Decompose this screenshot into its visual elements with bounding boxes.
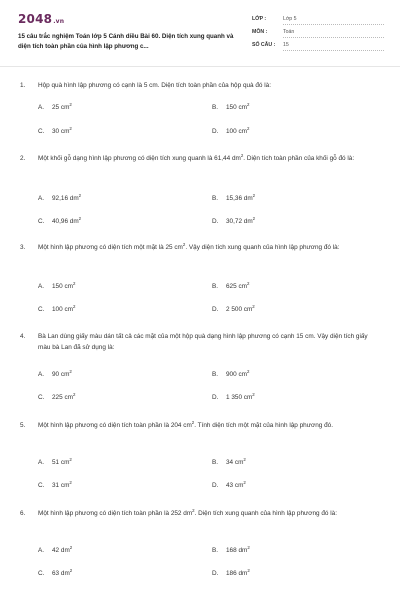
option-letter: A. bbox=[38, 459, 45, 466]
question-text: Một khối gỗ dạng hình lập phương có diện tích xung quanh là 61,44 $dm^2$. Diện tích toàn phần của khối gỗ đó là: bbox=[38, 153, 355, 162]
option-letter: B. bbox=[212, 371, 219, 378]
option-value: 30 cm bbox=[52, 128, 70, 135]
question-number: 2. bbox=[20, 155, 26, 162]
option-exponent: 2 bbox=[69, 480, 72, 485]
option-exponent: 2 bbox=[252, 193, 256, 198]
meta-count bbox=[252, 40, 384, 53]
option-exponent: 2 bbox=[69, 126, 72, 131]
option-value: 625 cm bbox=[226, 283, 247, 290]
option-a[interactable] bbox=[38, 195, 81, 202]
option-exponent: 2 bbox=[69, 369, 72, 374]
option-value: 2 500 cm bbox=[226, 306, 253, 313]
option-value: 225 cm bbox=[52, 394, 73, 401]
option-value: 168 dm bbox=[226, 547, 248, 554]
option-exponent: 2 bbox=[246, 126, 250, 131]
option-d[interactable] bbox=[212, 394, 255, 401]
question-text: Một hình lập phương có diện tích toàn phần là 252 $dm^2$. Diện tích xung quanh của hình lập phương đó là: bbox=[38, 508, 338, 517]
option-value: 34 cm bbox=[226, 459, 244, 466]
option-exponent: 2 bbox=[69, 545, 73, 550]
option-value: 30,72 dm bbox=[226, 218, 253, 225]
option-value: 51 cm bbox=[52, 459, 70, 466]
option-exponent: 2 bbox=[69, 102, 72, 107]
option-exponent: 2 bbox=[252, 216, 256, 221]
meta-subject-label: MÔN : bbox=[252, 29, 268, 35]
option-exponent: 2 bbox=[243, 480, 246, 485]
option-b[interactable] bbox=[212, 195, 255, 202]
option-b[interactable] bbox=[212, 283, 249, 290]
option-value: 42 dm bbox=[52, 547, 70, 554]
option-b[interactable] bbox=[212, 371, 249, 378]
option-c[interactable] bbox=[38, 306, 75, 313]
option-value: 40,96 dm bbox=[52, 218, 79, 225]
meta-subject-value: Toán bbox=[283, 29, 295, 35]
option-exponent: 2 bbox=[69, 457, 72, 462]
option-exponent: 2 bbox=[246, 369, 250, 374]
option-letter: C. bbox=[38, 394, 45, 401]
option-letter: B. bbox=[212, 547, 219, 554]
option-c[interactable] bbox=[38, 394, 75, 401]
question-text: Hộp quà hình lập phương có cạnh là 5 cm. Diện tích toàn phần của hộp quà đó là: bbox=[38, 82, 272, 89]
option-exponent: 2 bbox=[247, 545, 250, 550]
logo-main: 2048 bbox=[18, 12, 53, 26]
option-exponent: 2 bbox=[69, 568, 73, 573]
option-exponent: 2 bbox=[78, 193, 82, 198]
option-exponent: 2 bbox=[252, 392, 255, 397]
option-letter: B. bbox=[212, 104, 219, 111]
option-exponent: 2 bbox=[78, 216, 82, 221]
option-letter: D. bbox=[212, 218, 219, 225]
option-value: 150 cm bbox=[52, 283, 73, 290]
option-letter: C. bbox=[38, 570, 45, 577]
option-letter: D. bbox=[212, 306, 219, 313]
option-letter: B. bbox=[212, 195, 219, 202]
option-value: 186 dm bbox=[226, 570, 248, 577]
question-text: Một hình lập phương có diện tích một mặt là 25 $cm^2$. Vậy diện tích xung quanh của hình lập phương đó là: bbox=[38, 242, 340, 251]
option-letter: A. bbox=[38, 547, 45, 554]
option-a[interactable] bbox=[38, 283, 75, 290]
question-text: Một hình lập phương có diện tích toàn phần là 204 $cm^2$. Tính diện tích một mặt của hình lập phương đó. bbox=[38, 420, 333, 429]
option-a[interactable] bbox=[38, 371, 72, 378]
option-value: 63 dm bbox=[52, 570, 70, 577]
option-letter: D. bbox=[212, 482, 219, 489]
option-letter: B. bbox=[212, 283, 219, 290]
option-value: 100 cm bbox=[226, 128, 247, 135]
option-letter: D. bbox=[212, 394, 219, 401]
meta-grade-label: LỚP : bbox=[252, 16, 267, 22]
worksheet-title: 15 câu trắc nghiệm Toán lớp 5 Cánh diều Bài 60. Diện tích xung quanh và diện tích toàn phần của hình lập phương c... bbox=[18, 33, 234, 50]
header-divider bbox=[0, 66, 400, 67]
option-letter: A. bbox=[38, 104, 45, 111]
option-value: 25 cm bbox=[52, 104, 70, 111]
option-value: 900 cm bbox=[226, 371, 247, 378]
option-value: 90 cm bbox=[52, 371, 70, 378]
option-exponent: 2 bbox=[72, 304, 76, 309]
option-d[interactable] bbox=[212, 570, 250, 577]
option-letter: A. bbox=[38, 371, 45, 378]
option-d[interactable] bbox=[212, 218, 255, 225]
option-letter: C. bbox=[38, 482, 45, 489]
option-b[interactable] bbox=[212, 104, 249, 111]
option-value: 43 cm bbox=[226, 482, 244, 489]
option-letter: C. bbox=[38, 218, 45, 225]
option-letter: C. bbox=[38, 128, 45, 135]
option-b[interactable] bbox=[212, 459, 246, 466]
option-letter: D. bbox=[212, 570, 219, 577]
option-exponent: 2 bbox=[247, 568, 250, 573]
worksheet-meta bbox=[252, 14, 384, 53]
meta-count-label: SỐ CÂU : bbox=[252, 42, 276, 48]
question-number: 3. bbox=[20, 244, 26, 251]
logo-suffix: .vn bbox=[53, 18, 65, 25]
option-exponent: 2 bbox=[246, 102, 250, 107]
option-exponent: 2 bbox=[72, 392, 76, 397]
site-logo[interactable] bbox=[18, 12, 64, 26]
option-a[interactable] bbox=[38, 104, 72, 111]
option-exponent: 2 bbox=[252, 304, 255, 309]
option-value: 150 cm bbox=[226, 104, 247, 111]
question-number: 1. bbox=[20, 82, 26, 89]
option-a[interactable] bbox=[38, 547, 72, 554]
option-letter: B. bbox=[212, 459, 219, 466]
option-value: 15,36 dm bbox=[226, 195, 253, 202]
meta-count-value: 15 bbox=[283, 42, 289, 48]
option-value: 31 cm bbox=[52, 482, 70, 489]
option-c[interactable] bbox=[38, 482, 72, 489]
meta-count-line bbox=[283, 50, 384, 51]
option-d[interactable] bbox=[212, 306, 255, 313]
option-value: 1 350 cm bbox=[226, 394, 253, 401]
option-a[interactable] bbox=[38, 459, 72, 466]
option-exponent: 2 bbox=[246, 281, 250, 286]
option-d[interactable] bbox=[212, 482, 246, 489]
question-text: Bà Lan dùng giấy màu dán tất cả các mặt của một hộp quà dạng hình lập phương có cạnh 15 cm. Vậy diện tích giấy màu bà Lan đã sử dụng là: bbox=[38, 333, 368, 351]
option-c[interactable] bbox=[38, 218, 81, 225]
question-number: 4. bbox=[20, 333, 26, 340]
option-c[interactable] bbox=[38, 570, 72, 577]
option-b[interactable] bbox=[212, 547, 250, 554]
question-number: 6. bbox=[20, 510, 26, 517]
meta-grade-value: Lớp 5 bbox=[283, 16, 297, 22]
option-value: 100 cm bbox=[52, 306, 73, 313]
option-value: 92,16 dm bbox=[52, 195, 79, 202]
meta-grade-line bbox=[283, 24, 384, 25]
option-c[interactable] bbox=[38, 128, 72, 135]
option-exponent: 2 bbox=[72, 281, 76, 286]
meta-subject-line bbox=[283, 37, 384, 38]
meta-subject bbox=[252, 27, 384, 40]
option-letter: C. bbox=[38, 306, 45, 313]
option-letter: A. bbox=[38, 195, 45, 202]
option-d[interactable] bbox=[212, 128, 249, 135]
option-letter: A. bbox=[38, 283, 45, 290]
worksheet-header bbox=[0, 0, 400, 62]
meta-grade bbox=[252, 14, 384, 27]
option-letter: D. bbox=[212, 128, 219, 135]
option-exponent: 2 bbox=[243, 457, 246, 462]
question-number: 5. bbox=[20, 422, 26, 429]
